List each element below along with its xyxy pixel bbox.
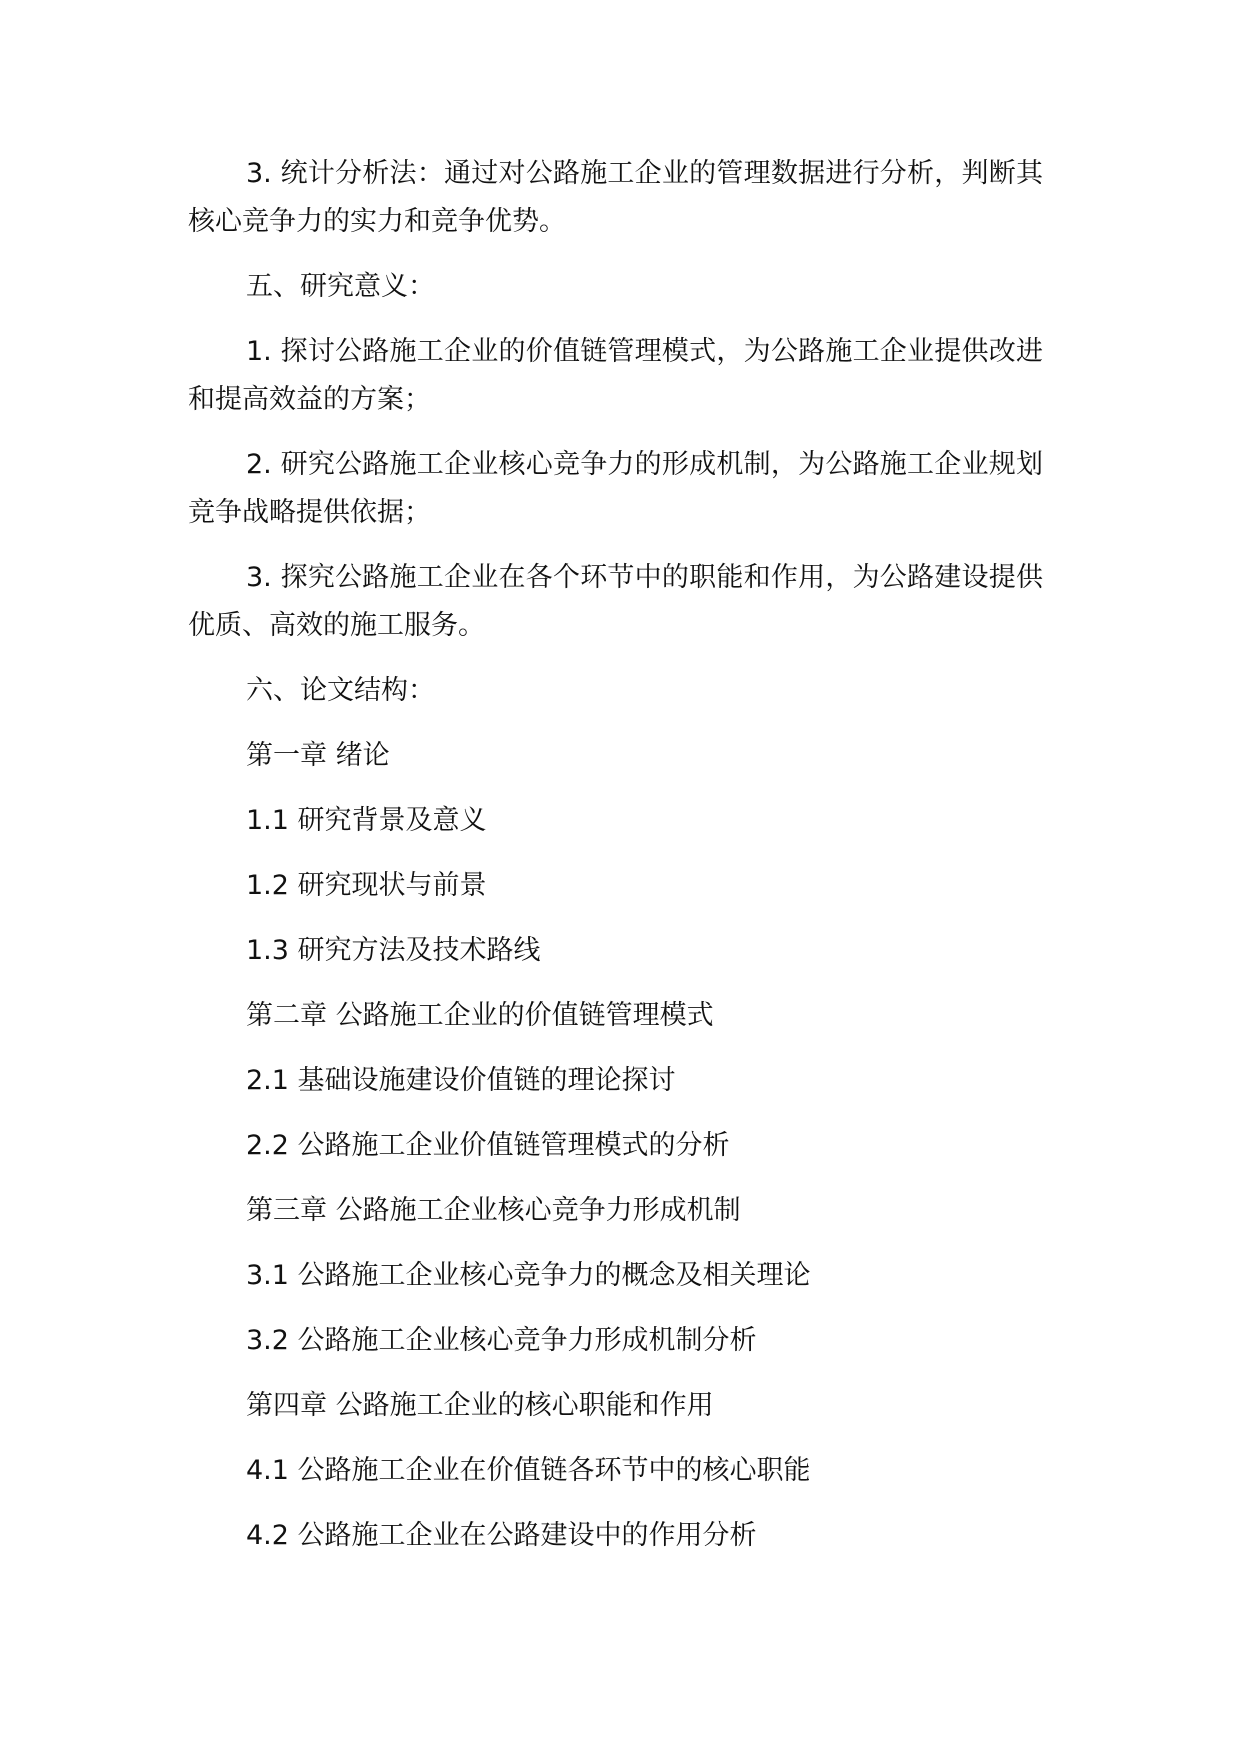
outline-section-4-1: 4.1 公路施工企业在价值链各环节中的核心职能	[246, 1455, 811, 1486]
thesis-outline	[188, 732, 1043, 1560]
paragraph-method-3: 3. 统计分析法：通过对公路施工企业的管理数据进行分析，判断其核心竞争力的实力和竞争优势。	[188, 158, 1043, 237]
outline-section-1-3: 1.3 研究方法及技术路线	[246, 935, 541, 966]
heading-research-significance: 五、研究意义：	[246, 271, 435, 302]
document-body	[188, 150, 1043, 1560]
paragraph-significance-3: 3. 探究公路施工企业在各个环节中的职能和作用，为公路建设提供优质、高效的施工服务。	[188, 562, 1043, 641]
outline-chapter-1: 第一章 绪论	[246, 740, 390, 771]
outline-chapter-3: 第三章 公路施工企业核心竞争力形成机制	[246, 1195, 741, 1226]
outline-section-3-2: 3.2 公路施工企业核心竞争力形成机制分析	[246, 1325, 757, 1356]
outline-section-2-1: 2.1 基础设施建设价值链的理论探讨	[246, 1065, 676, 1096]
outline-section-1-2: 1.2 研究现状与前景	[246, 870, 487, 901]
heading-thesis-structure: 六、论文结构：	[246, 675, 435, 706]
paragraph-significance-1: 1. 探讨公路施工企业的价值链管理模式，为公路施工企业提供改进和提高效益的方案；	[188, 336, 1043, 415]
outline-section-4-2: 4.2 公路施工企业在公路建设中的作用分析	[246, 1520, 757, 1551]
outline-section-2-2: 2.2 公路施工企业价值链管理模式的分析	[246, 1130, 730, 1161]
paragraph-significance-2: 2. 研究公路施工企业核心竞争力的形成机制，为公路施工企业规划竞争战略提供依据；	[188, 449, 1043, 528]
outline-section-3-1: 3.1 公路施工企业核心竞争力的概念及相关理论	[246, 1260, 811, 1291]
outline-chapter-2: 第二章 公路施工企业的价值链管理模式	[246, 1000, 714, 1031]
outline-chapter-4: 第四章 公路施工企业的核心职能和作用	[246, 1390, 714, 1421]
outline-section-1-1: 1.1 研究背景及意义	[246, 805, 487, 836]
